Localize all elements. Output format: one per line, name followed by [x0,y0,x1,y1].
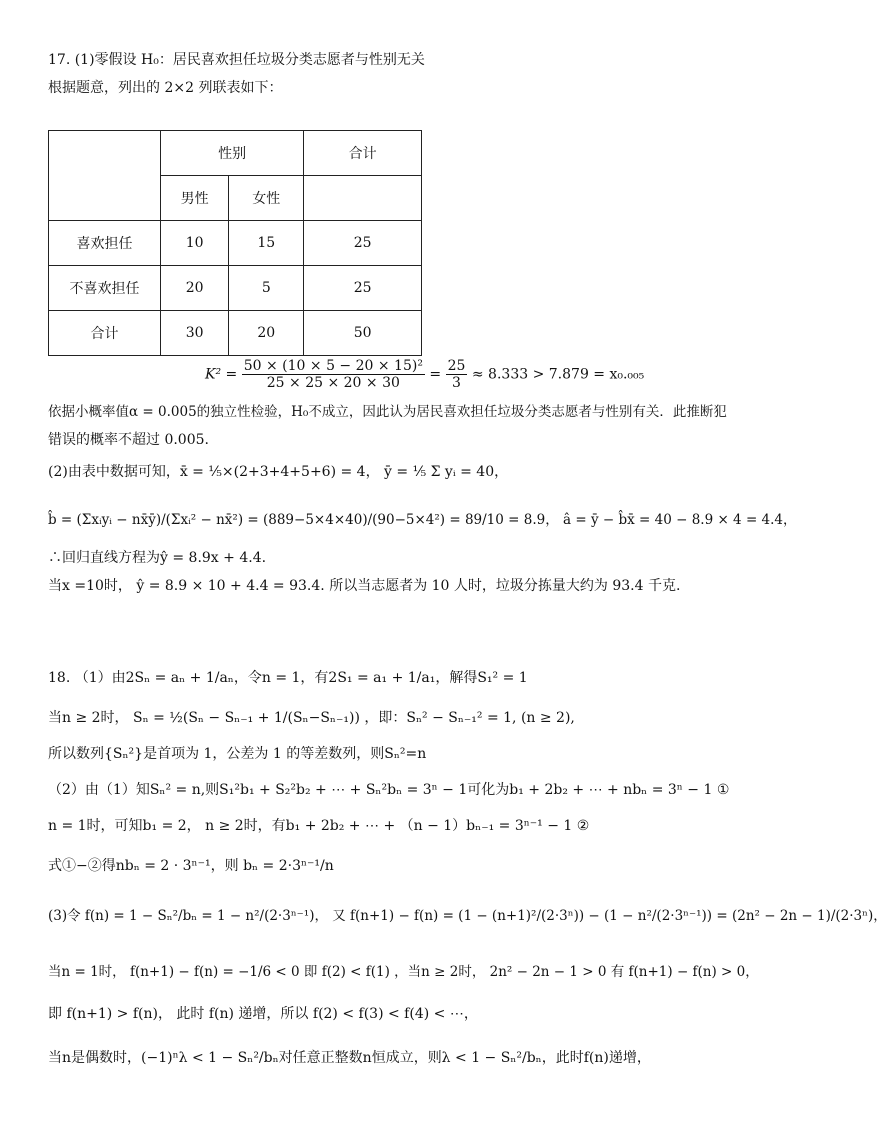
table-corner-cell [49,131,161,221]
q18-line-3: 所以数列{Sₙ²}是首项为 1，公差为 1 的等差数列，则Sₙ²=n [48,746,427,762]
k2-denominator: 25 × 25 × 20 × 30 [266,375,400,391]
k2-simplified-den: 3 [452,375,461,391]
table-cell: 不喜欢担任 [49,266,161,311]
table-cell: 25 [304,221,422,266]
q18-line-7: (3)令 f(n) = 1 − Sₙ²/bₙ = 1 − n²/(2·3ⁿ⁻¹)， 又 f(n+1) − f(n) = (1 − (n+1)²/(2·3ⁿ)) − (1 − n²/(2·3ⁿ⁻¹)) = (2n² − 2n − 1)/(2·3ⁿ)， [48,908,887,924]
q18-line-2: 当n ≥ 2时， Sₙ = ½(Sₙ − Sₙ₋₁ + 1/(Sₙ−Sₙ₋₁)) ，即：Sₙ² − Sₙ₋₁² = 1, (n ≥ 2), [48,710,575,726]
table-row [49,311,422,356]
table-header-female: 女性 [229,176,304,221]
q17-line-2: 根据题意，列出的 2×2 列联表如下： [48,80,283,96]
q18-line-8: 当n = 1时， f(n+1) − f(n) = −1/6 < 0 即 f(2) < f(1) ，当n ≥ 2时， 2n² − 2n − 1 > 0 有 f(n+1) − f(n) > 0， [48,964,759,980]
k2-simplified-fraction [446,358,468,391]
q17-part2-line-3: ∴回归直线方程为ŷ = 8.9x + 4.4. [48,550,267,566]
table-header-male: 男性 [160,176,228,221]
q17-part2-line-4: 当x =10时， ŷ = 8.9 × 10 + 4.4 = 93.4. 所以当志愿者为 10 人时，垃圾分拣量大约为 93.4 千克. [48,578,681,594]
contingency-table [48,130,422,356]
q18-line-10: 当n是偶数时，(−1)ⁿλ < 1 − Sₙ²/bₙ对任意正整数n恒成立，则λ < 1 − Sₙ²/bₙ，此时f(n)递增， [48,1050,651,1066]
k2-rhs: ≈ 8.333 > 7.879 = x₀.₀₀₅ [471,366,645,383]
table-cell: 25 [304,266,422,311]
k2-numerator: 50 × (10 × 5 − 20 × 15)² [243,358,423,374]
k2-fraction [242,358,425,391]
table-cell: 合计 [49,311,161,356]
q18-line-6: 式①−②得nbₙ = 2 · 3ⁿ⁻¹，则 bₙ = 2·3ⁿ⁻¹/n [48,858,334,874]
k2-equals: = [429,366,442,383]
q18-line-9: 即 f(n+1) > f(n)， 此时 f(n) 递增，所以 f(2) < f(3) < f(4) < ⋯， [48,1006,478,1022]
q17-conclusion-2: 错误的概率不超过 0.005. [48,432,209,448]
q17-part2-line-1: (2)由表中数据可知，x̄ = ⅕×(2+3+4+5+6) = 4， ȳ = ⅕ Σ yᵢ = 40， [48,464,509,480]
table-empty-cell [304,176,422,221]
table-cell: 20 [160,266,228,311]
table-row [49,266,422,311]
table-cell: 5 [229,266,304,311]
q18-line-1: 18. （1）由2Sₙ = aₙ + 1/aₙ，令n = 1，有2S₁ = a₁ + 1/a₁，解得S₁² = 1 [48,670,528,686]
table-cell: 喜欢担任 [49,221,161,266]
table-header-gender: 性别 [160,131,303,176]
table-row [49,221,422,266]
table-cell: 20 [229,311,304,356]
q18-line-5: n = 1时，可知b₁ = 2， n ≥ 2时，有b₁ + 2b₂ + ⋯ + （n − 1）bₙ₋₁ = 3ⁿ⁻¹ − 1 ② [48,818,590,834]
q17-conclusion-1: 依据小概率值α = 0.005的独立性检验，H₀不成立，因此认为居民喜欢担任垃圾分类志愿者与性别有关．此推断犯 [48,404,727,420]
table-cell: 50 [304,311,422,356]
k2-lhs: K² = [205,366,238,383]
q17-line-1: 17. (1)零假设 H₀：居民喜欢担任垃圾分类志愿者与性别无关 [48,52,425,68]
table-header-total: 合计 [304,131,422,176]
q17-part2-line-2: b̂ = (Σxᵢyᵢ − nx̄ȳ)/(Σxᵢ² − nx̄²) = (889−5×4×40)/(90−5×4²) = 89/10 = 8.9， â = ȳ − b̂x̄ = 40 − 8.9 × 4 = 4.4， [48,512,797,528]
table-cell: 30 [160,311,228,356]
table-cell: 10 [160,221,228,266]
k2-formula [205,358,644,391]
table-cell: 15 [229,221,304,266]
q18-line-4: （2）由（1）知Sₙ² = n,则S₁²b₁ + S₂²b₂ + ⋯ + Sₙ²bₙ = 3ⁿ − 1可化为b₁ + 2b₂ + ⋯ + nbₙ = 3ⁿ − 1 ① [48,782,730,798]
k2-simplified-num: 25 [447,358,466,374]
